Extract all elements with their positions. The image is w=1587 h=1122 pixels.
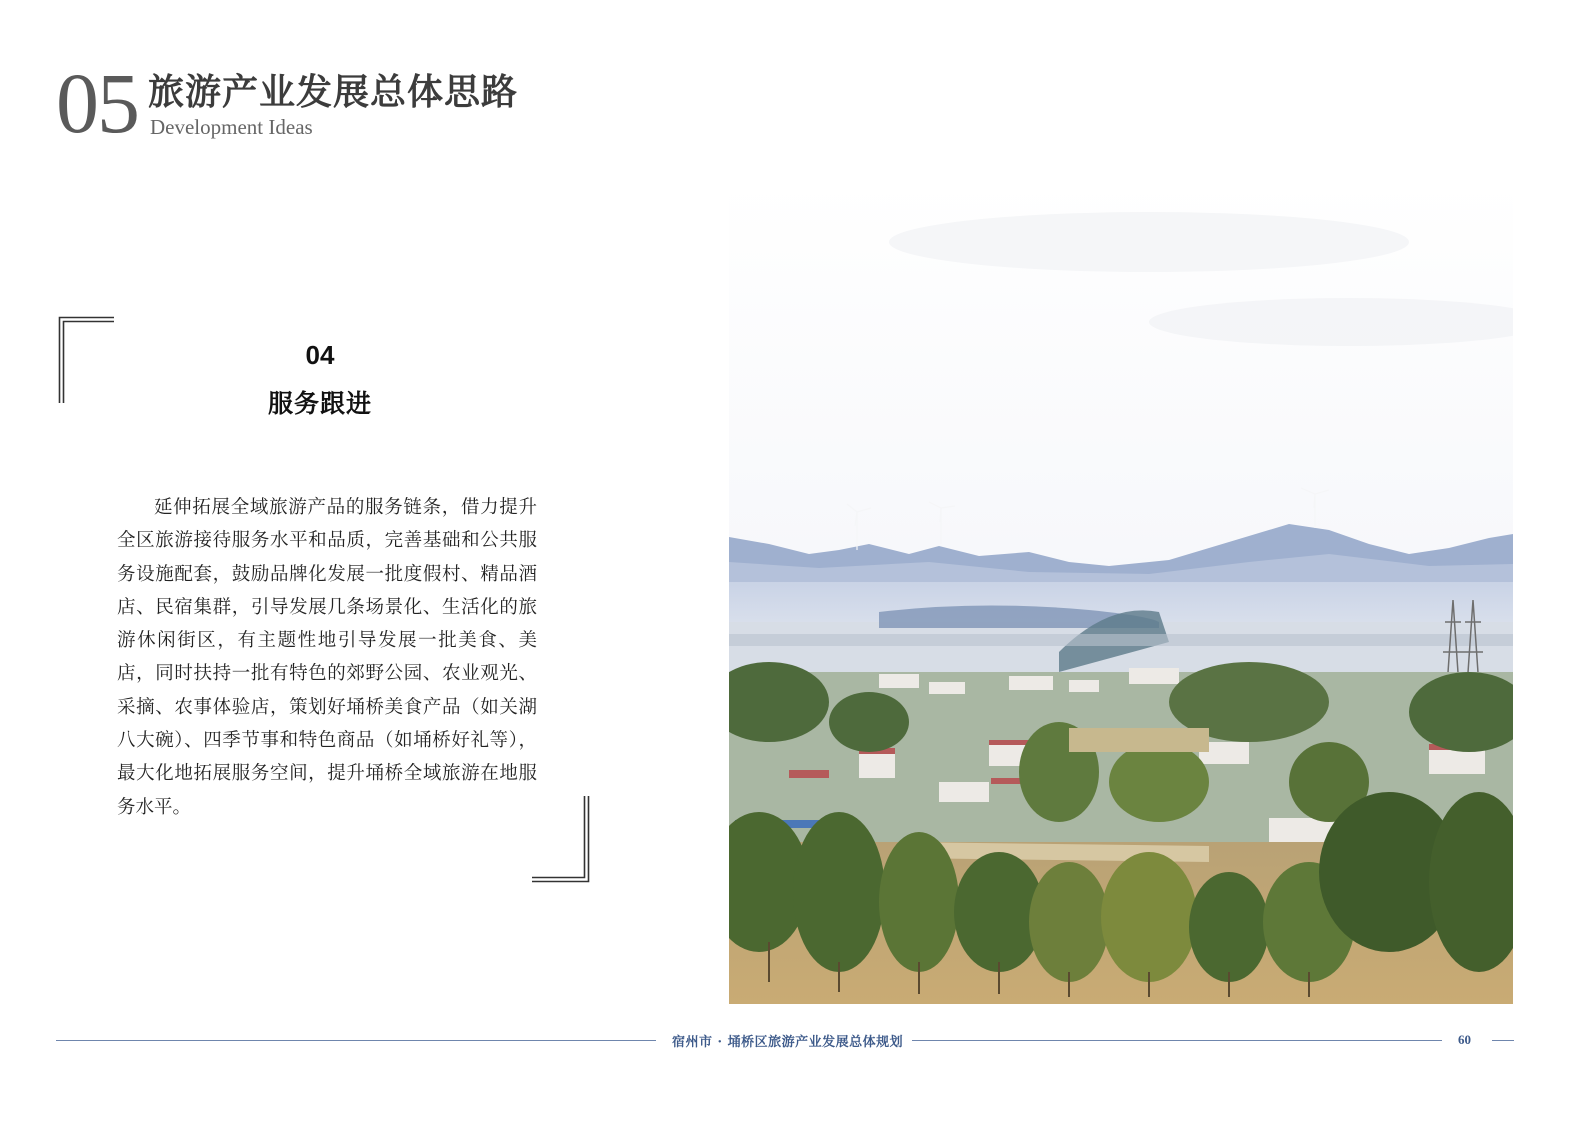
footer-rule-middle [912, 1040, 1442, 1041]
chapter-title: 旅游产业发展总体思路 [148, 71, 519, 113]
bottom-right-bracket-icon [530, 795, 590, 883]
section-number: 04 [305, 340, 335, 370]
section-title: 服务跟进 [267, 389, 372, 418]
page-number: 60 [1458, 1032, 1471, 1047]
footer-rule-left [56, 1040, 656, 1041]
chapter-number: 05 [56, 55, 138, 151]
landscape-photo [729, 182, 1513, 1004]
top-left-bracket-icon [58, 316, 116, 404]
footer-rule-right [1492, 1040, 1514, 1041]
section-body-text: 延伸拓展全域旅游产品的服务链条，借力提升全区旅游接待服务水平和品质，完善基础和公共服务设施配套，鼓励品牌化发展一批度假村、精品酒店、民宿集群，引导发展几条场景化、生活化的旅游休闲街区，有主题性地引导发展一批美食、美店，同时扶持一批有特色的郊野公园、农业观光、采摘、农事体验店，策划好埇桥美食产品（如关湖八大碗）、四季节事和特色商品（如埇桥好礼等），最大化地拓展服务空间，提升埇桥全域旅游在地服务水平。 [117, 497, 537, 818]
footer-document-title: 宿州市 · 埇桥区旅游产业发展总体规划 [672, 1035, 904, 1050]
chapter-subtitle: Development Ideas [150, 115, 313, 139]
